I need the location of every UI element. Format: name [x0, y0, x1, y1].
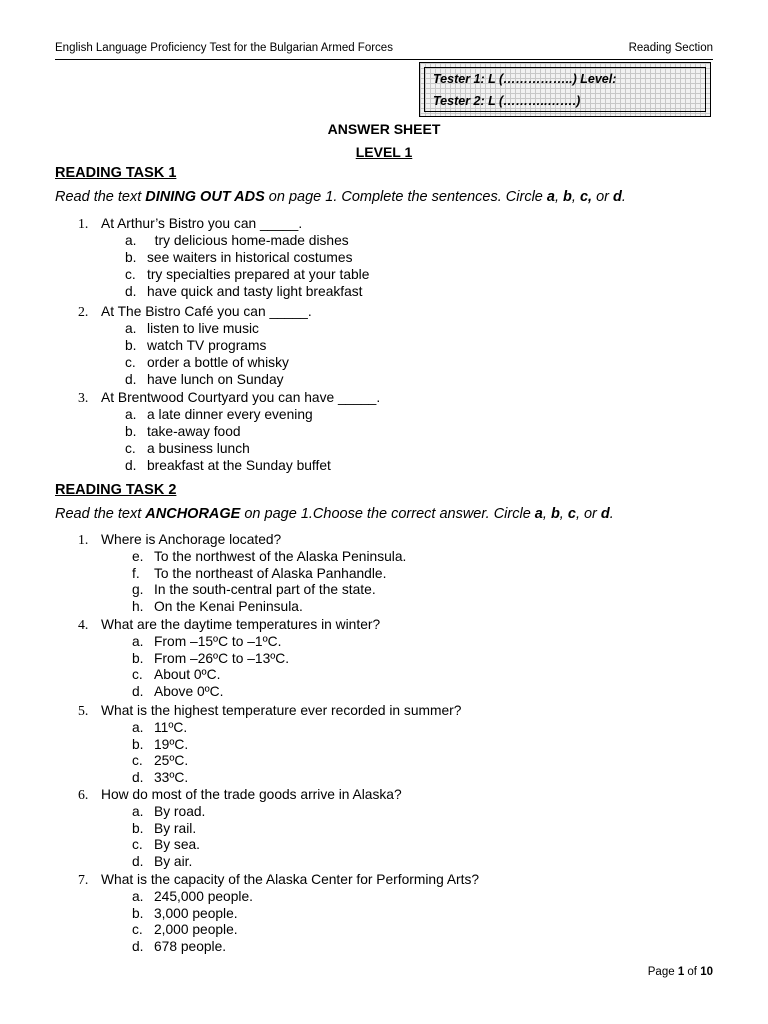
answer-option[interactable]	[125, 321, 259, 336]
option-text: By rail.	[154, 820, 197, 836]
option-text: breakfast at the Sunday buffet	[147, 458, 331, 473]
option-text: a late dinner every evening	[147, 407, 313, 422]
running-header-title: English Language Proficiency Test for the Bulgarian Armed Forces	[55, 42, 393, 54]
question	[78, 703, 461, 719]
option-letter: c.	[132, 837, 143, 853]
option-text: have lunch on Sunday	[147, 372, 284, 387]
option-letter: b.	[132, 905, 144, 921]
answer-option[interactable]	[125, 233, 349, 248]
option-letter: d.	[125, 458, 137, 473]
question-number: 1.	[78, 216, 89, 231]
answer-option[interactable]	[132, 889, 253, 904]
answer-option[interactable]	[125, 372, 284, 387]
task-2-instruction: Read the text ANCHORAGE on page 1.Choose the correct answer. Circle a, b, c, or d.	[55, 506, 614, 522]
answer-option[interactable]	[132, 737, 188, 752]
option-letter: a.	[132, 804, 144, 819]
option-text: 3,000 people.	[154, 905, 238, 921]
option-text: On the Kenai Peninsula.	[154, 598, 303, 614]
question-number: 1.	[78, 532, 89, 547]
option-letter: d.	[125, 372, 137, 387]
question-text: At Brentwood Courtyard you can have _____.	[101, 390, 381, 405]
answer-option[interactable]	[132, 582, 376, 597]
option-text: By air.	[154, 853, 193, 869]
option-letter: b.	[132, 820, 144, 836]
question-text: At Arthur’s Bistro you can _____.	[101, 216, 303, 231]
option-letter: g.	[132, 582, 144, 598]
option-letter: c.	[125, 267, 136, 282]
option-text: 245,000 people.	[154, 889, 253, 904]
option-letter: d.	[132, 853, 144, 869]
answer-option[interactable]	[132, 770, 188, 785]
running-header-section: Reading Section	[628, 42, 713, 54]
option-text: In the south-central part of the state.	[154, 582, 376, 598]
option-text: From –26ºC to –13ºC.	[154, 650, 290, 666]
option-letter: e.	[132, 549, 144, 564]
option-letter: a.	[125, 321, 137, 336]
option-text: 678 people.	[154, 938, 227, 954]
question-text: At The Bistro Café you can _____.	[101, 304, 312, 319]
question-text: What is the capacity of the Alaska Center for Performing Arts?	[101, 872, 480, 887]
option-letter: a.	[132, 889, 144, 904]
answer-option[interactable]	[132, 804, 205, 819]
answer-option[interactable]	[132, 753, 188, 768]
answer-option[interactable]	[125, 267, 369, 282]
answer-option[interactable]	[125, 424, 241, 439]
question-number: 6.	[78, 787, 89, 802]
option-text: order a bottle of whisky	[147, 355, 289, 370]
option-text: 2,000 people.	[154, 922, 238, 938]
question-text: What are the daytime temperatures in winter?	[101, 617, 381, 632]
option-letter: d.	[132, 938, 144, 954]
option-letter: a.	[132, 634, 144, 649]
header-divider	[55, 59, 713, 60]
question-number: 7.	[78, 872, 89, 887]
option-letter: a.	[125, 407, 137, 422]
option-letter: a.	[132, 720, 144, 735]
option-text: 33ºC.	[154, 769, 189, 785]
option-text: see waiters in historical costumes	[147, 250, 353, 265]
answer-option[interactable]	[132, 651, 289, 666]
page-title: ANSWER SHEET	[327, 121, 441, 137]
option-letter: c.	[132, 753, 143, 769]
option-letter: b.	[132, 736, 144, 752]
option-letter: b.	[132, 650, 144, 666]
question	[78, 872, 479, 888]
task-2-heading: READING TASK 2	[55, 482, 177, 498]
option-letter: c.	[125, 441, 136, 456]
question	[78, 617, 380, 633]
answer-option[interactable]	[132, 854, 192, 869]
option-text: 25ºC.	[154, 753, 189, 769]
answer-option[interactable]	[132, 821, 196, 836]
option-text: take-away food	[147, 424, 241, 439]
answer-option[interactable]	[132, 906, 238, 921]
tester-2-row: Tester 2: L (………..…….)	[433, 94, 581, 108]
option-letter: c.	[132, 922, 143, 938]
option-text: a business lunch	[147, 441, 250, 456]
question	[78, 216, 302, 232]
option-letter: b.	[125, 424, 137, 439]
option-letter: c.	[132, 667, 143, 683]
question	[78, 304, 312, 320]
question-text: What is the highest temperature ever recorded in summer?	[101, 703, 462, 718]
option-text: listen to live music	[147, 321, 259, 336]
option-letter: b.	[125, 250, 137, 265]
answer-option[interactable]	[125, 284, 363, 299]
option-text: 11ºC.	[154, 720, 188, 735]
option-letter: b.	[125, 338, 137, 353]
answer-option[interactable]	[125, 441, 250, 456]
answer-option[interactable]	[125, 338, 266, 353]
option-text: try specialties prepared at your table	[147, 267, 370, 282]
question-number: 5.	[78, 703, 89, 718]
option-text: Above 0ºC.	[154, 683, 224, 699]
answer-option[interactable]	[132, 939, 226, 954]
option-text: By sea.	[154, 837, 201, 853]
option-text: To the northwest of the Alaska Peninsula.	[154, 549, 407, 564]
tester-box-inner	[424, 67, 706, 112]
answer-option[interactable]	[125, 250, 353, 265]
answer-option[interactable]	[125, 355, 289, 370]
task-1-instruction: Read the text DINING OUT ADS on page 1. Complete the sentences. Circle a, b, c, or d.	[55, 189, 626, 205]
option-letter: f.	[132, 565, 140, 581]
tester-box	[419, 62, 711, 117]
page-number: Page 1 of 10	[647, 966, 713, 978]
option-text: To the northeast of Alaska Panhandle.	[154, 565, 387, 581]
question-number: 3.	[78, 390, 89, 405]
level-title: LEVEL 1	[355, 144, 413, 160]
question-number: 2.	[78, 304, 89, 319]
option-text: From –15ºC to –1ºC.	[154, 634, 282, 649]
option-letter: h.	[132, 598, 144, 614]
question	[78, 532, 281, 548]
answer-option[interactable]	[132, 684, 223, 699]
answer-option[interactable]	[132, 549, 406, 564]
answer-option[interactable]	[125, 458, 331, 473]
option-text: try delicious home-made dishes	[147, 233, 349, 248]
answer-option[interactable]	[132, 667, 220, 682]
question-number: 4.	[78, 617, 89, 632]
option-letter: a.	[125, 233, 137, 248]
question	[78, 787, 402, 803]
answer-option[interactable]	[132, 922, 238, 937]
answer-option[interactable]	[132, 720, 187, 735]
option-letter: d.	[132, 769, 144, 785]
question-text: Where is Anchorage located?	[101, 532, 282, 547]
option-text: About 0ºC.	[154, 667, 221, 683]
answer-option[interactable]	[132, 599, 303, 614]
option-text: have quick and tasty light breakfast	[147, 284, 363, 299]
option-text: watch TV programs	[147, 338, 267, 353]
option-letter: d.	[125, 284, 137, 299]
answer-option[interactable]	[132, 634, 281, 649]
question	[78, 390, 380, 406]
tester-1-row: Tester 1: L (……………..) Level:	[433, 72, 617, 86]
task-1-heading: READING TASK 1	[55, 165, 177, 181]
answer-option[interactable]	[125, 407, 313, 422]
option-text: By road.	[154, 804, 206, 819]
question-text: How do most of the trade goods arrive in Alaska?	[101, 787, 402, 802]
option-letter: d.	[132, 683, 144, 699]
option-text: 19ºC.	[154, 736, 189, 752]
answer-option[interactable]	[132, 837, 200, 852]
option-letter: c.	[125, 355, 136, 370]
answer-option[interactable]	[132, 566, 386, 581]
